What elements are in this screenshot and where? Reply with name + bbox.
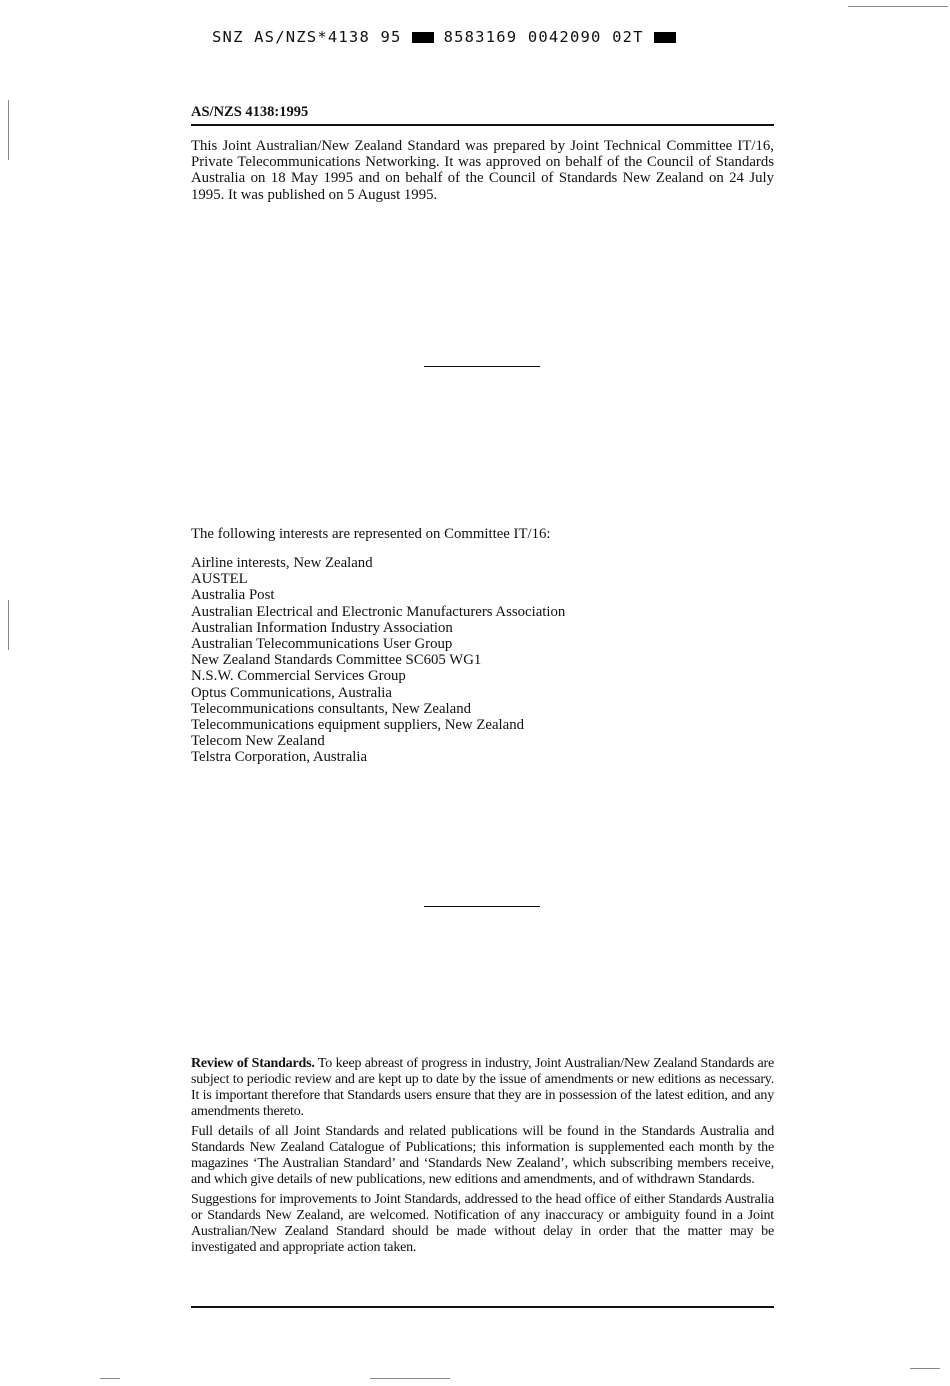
section-divider-2 [424, 906, 540, 907]
scan-edge-mark [910, 1368, 940, 1369]
approval-paragraph: This Joint Australian/New Zealand Standard was prepared by Joint Technical Committee IT/16, Private Telecommunications Networking. It was approved on behalf of the Council of Standards Australia on 18 May 1995 and on behalf of the Council of Standards New Zealand on 24 July 1995. It was published on 5 August 1995. [191, 138, 774, 203]
list-item: N.S.W. Commercial Services Group [191, 668, 406, 685]
top-rule [191, 124, 774, 126]
list-item: Australian Information Industry Association [191, 619, 453, 636]
review-paragraph-3: Suggestions for improvements to Joint Standards, addressed to the head office of either Standards Australia or Standards New Zealand, are welcomed. Notification of any inaccuracy or ambiguity found in a Joint Australian/New Zealand Standard should be made without delay in order that the matter may be investigated and appropriate action taken. [191, 1192, 774, 1255]
header-left-code: SNZ AS/NZS*4138 95 [212, 28, 402, 46]
list-item: Australian Electrical and Electronic Manufacturers Association [191, 603, 566, 620]
scan-edge-mark [8, 100, 9, 160]
scan-header-code [212, 28, 752, 46]
review-heading: Review of Standards. [191, 1056, 315, 1071]
scan-edge-mark [8, 600, 9, 650]
header-right-code: 8583169 0042090 02T [443, 28, 644, 46]
list-item: Optus Communications, Australia [191, 684, 392, 701]
black-block-mark [412, 32, 434, 43]
document-id: AS/NZS 4138:1995 [191, 104, 309, 120]
list-item: New Zealand Standards Committee SC605 WG1 [191, 652, 482, 669]
list-item: Telecom New Zealand [191, 733, 325, 750]
list-item: Telecommunications equipment suppliers, New Zealand [191, 717, 525, 734]
review-paragraph-2: Full details of all Joint Standards and related publications will be found in the Standards Australia and Standards New Zealand Catalogue of Publications; this information is supplemented each month by the magazines ‘The Australian Standard’ and ‘Standards New Zealand’, which subscribing members receive, and which give details of new publications, new editions and amendments, and of withdrawn Standards. [191, 1124, 774, 1187]
list-item: Australia Post [191, 587, 275, 604]
black-block-mark-end [654, 32, 676, 43]
list-item: Airline interests, New Zealand [191, 555, 373, 571]
scan-edge-mark [370, 1378, 450, 1379]
list-item: Australian Telecommunications User Group [191, 636, 453, 653]
review-of-standards-section [191, 1056, 774, 1260]
scan-edge-mark [100, 1378, 120, 1379]
section-divider-1 [424, 366, 540, 367]
review-text-1: To keep abreast of progress in industry, Joint Australian/New Zealand Standards are subject to periodic review and are kept up to date by the issue of amendments or new editions as necessary. It is important therefore that Standards users ensure that they are in possession of the latest edition, and any amendments thereto. [191, 1056, 774, 1119]
review-paragraph-1 [191, 1056, 774, 1120]
committee-interest-list [191, 555, 565, 766]
committee-intro: The following interests are represented on Committee IT/16: [191, 526, 551, 542]
list-item: Telstra Corporation, Australia [191, 749, 368, 766]
list-item: AUSTEL [191, 571, 248, 588]
list-item: Telecommunications consultants, New Zealand [191, 700, 472, 717]
scan-edge-mark [848, 6, 948, 7]
bottom-rule [191, 1306, 774, 1308]
